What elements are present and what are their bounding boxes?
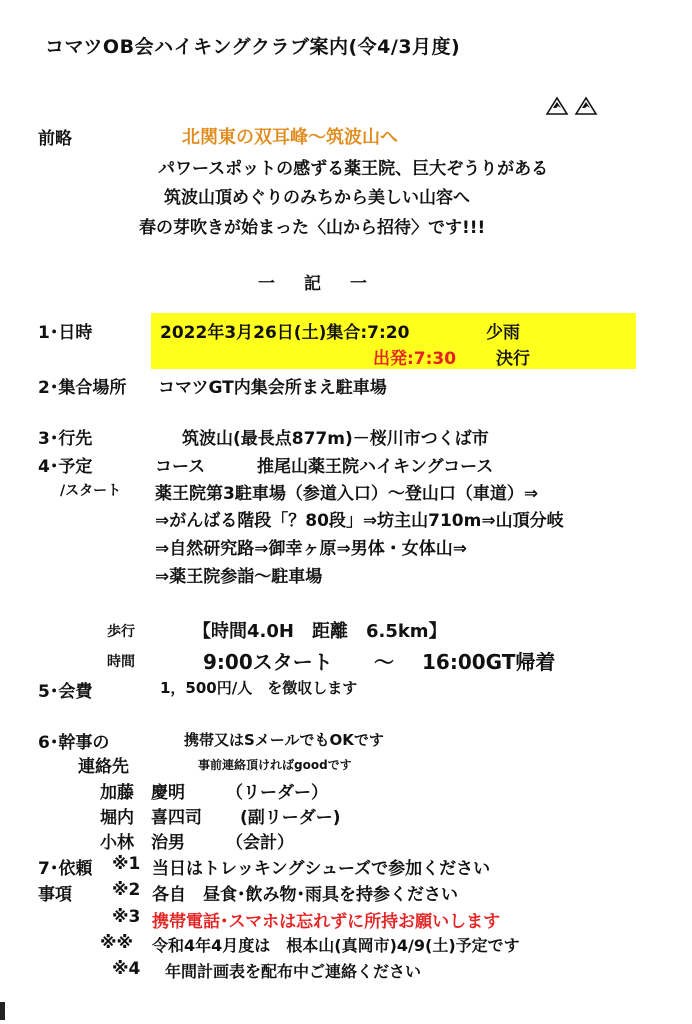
course-name: 推尾山薬王院ハイキングコース — [257, 457, 494, 477]
time-tilde: ～ — [374, 650, 394, 674]
contact-person-role: （リーダー） — [226, 783, 328, 803]
scan-edge-mark — [0, 1002, 5, 1020]
walk-label: 歩行 — [107, 624, 135, 640]
start-time: 9:00スタート — [203, 650, 333, 674]
destination-number: 3･行先 — [38, 429, 93, 449]
route-line: 薬王院第3駐車場（参道入口）～登山口（車道）⇒ — [155, 484, 539, 504]
request-mark: ※※ — [100, 933, 134, 953]
page-title: コマツOB会ハイキングクラブ案内(令4/3月度) — [45, 36, 461, 58]
request-text: 当日はトレッキングシューズで参加ください — [152, 859, 491, 879]
request-mark: ※4 — [112, 959, 141, 979]
schedule-date: 2022年3月26日(土)集合:7:20 — [160, 323, 410, 343]
contact-person-name: 堀内 喜四司 — [100, 808, 202, 828]
request-text: 各自 昼食･飲み物･雨具を持参ください — [152, 885, 458, 905]
request-mark: ※2 — [112, 880, 141, 900]
ki-heading: 一 記 一 — [258, 274, 373, 294]
intro-headline: 北関東の双耳峰～筑波山へ — [182, 127, 398, 148]
request-text: 携帯電話･スマホは忘れずに所持お願いします — [152, 912, 501, 932]
destination-value: 筑波山(最長点877m)－桜川市つくば市 — [182, 429, 489, 449]
start-label: /スタート — [60, 483, 122, 499]
request-text: 年間計画表を配布中ご連絡ください — [165, 962, 422, 981]
contact-person-name: 小林 治男 — [100, 833, 185, 853]
contact-person-role: （会計） — [226, 833, 294, 853]
contact-note-small: 事前連絡頂ければgoodです — [198, 758, 352, 772]
schedule-weather: 少雨 — [486, 323, 520, 343]
request-text: 令和4年4月度は 根本山(真岡市)4/9(土)予定です — [152, 936, 520, 955]
contact-sub: 連絡先 — [78, 757, 129, 777]
requests-sub: 事項 — [38, 885, 72, 905]
intro-label: 前略 — [38, 129, 72, 149]
schedule-departure: 出発:7:30 — [373, 349, 457, 369]
contact-person-name: 加藤 慶明 — [100, 783, 185, 803]
mountain-icon — [545, 96, 569, 116]
meeting-place: コマツGT内集会所まえ駐車場 — [158, 378, 387, 398]
time-label: 時間 — [107, 654, 135, 670]
fee-number: 5･会費 — [38, 682, 93, 702]
intro-line: パワースポットの感ずる薬王院、巨大ぞうりがある — [158, 159, 549, 179]
request-mark: ※3 — [112, 907, 141, 927]
contact-person-role: (副リーダー) — [240, 808, 341, 828]
fee-value: 1，500円/人 を徴収します — [160, 679, 358, 697]
route-line: ⇒自然研究路⇒御幸ヶ原⇒男体・女体山⇒ — [155, 539, 467, 559]
course-label: コース — [155, 457, 206, 477]
end-time: 16:00GT帰着 — [422, 650, 556, 674]
route-line: ⇒がんばる階段「？80段」⇒坊主山710m⇒山頂分岐 — [155, 511, 564, 531]
intro-line: 春の芽吹きが始まった〈山から招待〉です!!! — [139, 218, 486, 238]
mountain-icon — [574, 96, 598, 116]
route-line: ⇒薬王院参詣～駐車場 — [155, 567, 323, 587]
plan-number: 4･予定 — [38, 457, 93, 477]
walk-info: 【時間4.0H 距離 6.5km】 — [193, 621, 447, 642]
requests-number: 7･依頼 — [38, 859, 93, 879]
intro-line: 筑波山頂めぐりのみちから美しい山容へ — [164, 188, 470, 208]
contact-note: 携帯又はSメールでもOKです — [184, 731, 384, 749]
contact-number: 6･幹事の — [38, 733, 110, 753]
schedule-number: 1･日時 — [38, 323, 93, 343]
schedule-go: 決行 — [496, 349, 530, 369]
meeting-number: 2･集合場所 — [38, 378, 127, 398]
request-mark: ※1 — [112, 854, 141, 874]
